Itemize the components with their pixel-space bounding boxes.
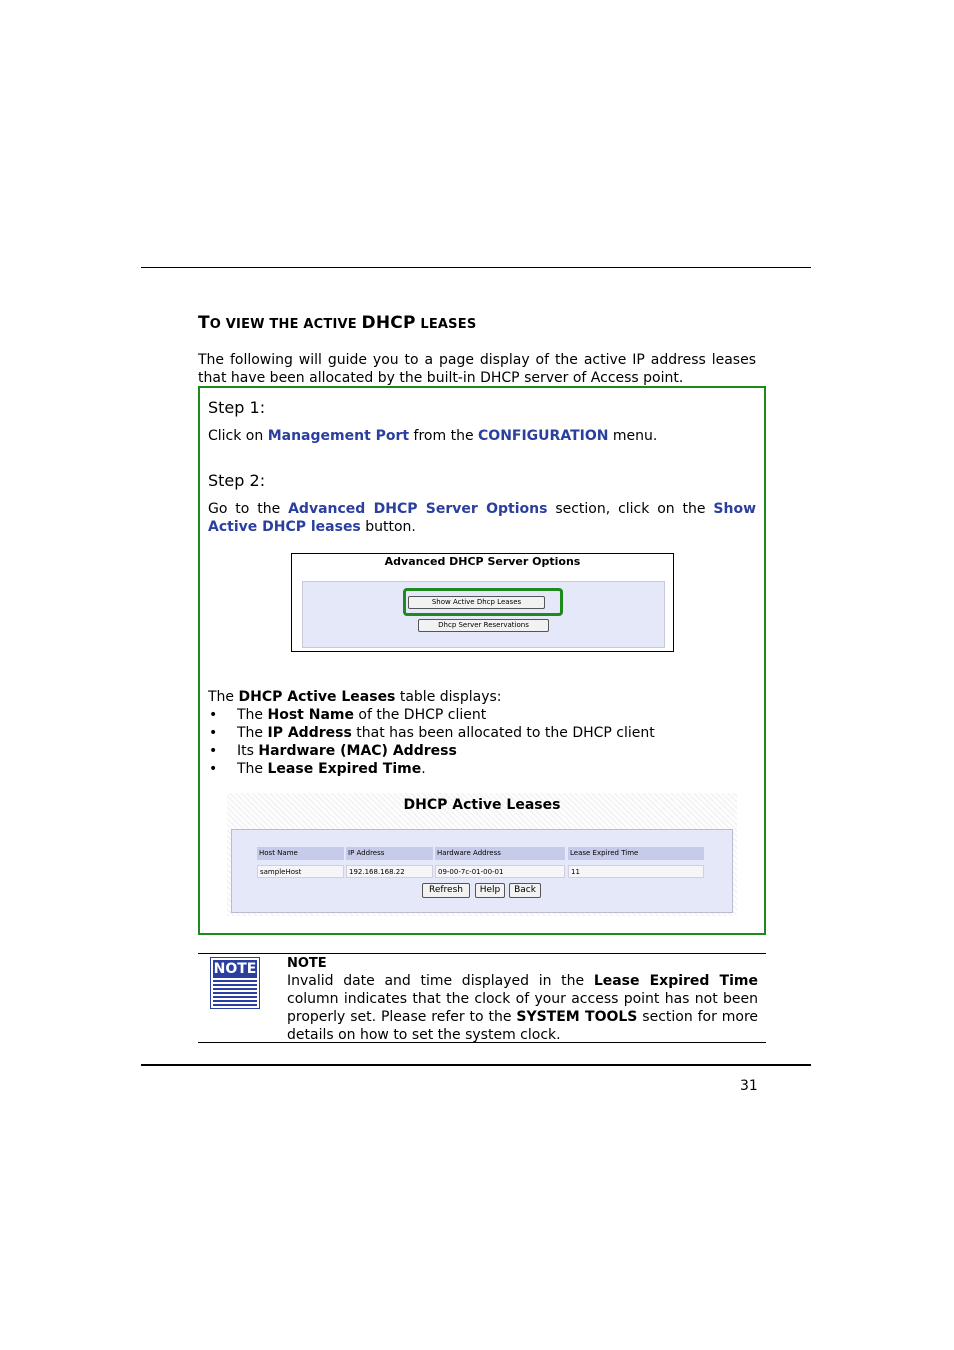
advanced-dhcp-options-body — [302, 581, 665, 648]
note-icon — [210, 957, 260, 1009]
advanced-dhcp-options-title: Advanced DHCP Server Options — [384, 555, 581, 568]
section-title: TO VIEW THE ACTIVE DHCP LEASES — [198, 313, 477, 333]
column-header-ip-address: IP Address — [346, 847, 433, 860]
table-cell-lease-expired-time: 11 — [568, 865, 704, 878]
bullet-icon: • — [209, 743, 218, 759]
list-item: • The Host Name of the DHCP client — [209, 707, 487, 723]
dhcp-active-leases-title: DHCP Active Leases — [403, 797, 561, 813]
note-text: Invalid date and time displayed in the Lease Expired Time column indicates that the clock of your access point has not been properly set. Please refer to the SYSTEM TOOLS section for more details on how to set the system clock. — [287, 973, 758, 1043]
note-box — [198, 953, 766, 1043]
note-icon-label: NOTE — [213, 961, 257, 977]
refresh-button[interactable]: Refresh — [422, 883, 470, 898]
advanced-dhcp-options-link[interactable]: Advanced DHCP Server Options — [288, 501, 548, 517]
note-heading: NOTE — [287, 956, 327, 971]
configuration-link[interactable]: CONFIGURATION — [478, 428, 609, 444]
dhcp-active-leases-screenshot — [227, 793, 737, 916]
display-field-list — [208, 706, 655, 778]
step1-heading: Step 1: — [208, 398, 266, 417]
header-rule — [141, 267, 811, 268]
column-header-host-name: Host Name — [257, 847, 344, 860]
note-icon-lines — [213, 980, 257, 1006]
list-item: • The Lease Expired Time. — [209, 761, 426, 777]
show-active-dhcp-leases-button[interactable]: Show Active Dhcp Leases — [408, 596, 545, 609]
table-cell-ip-address: 192.168.168.22 — [346, 865, 433, 878]
management-port-link[interactable]: Management Port — [267, 428, 410, 444]
column-header-lease-expired-time: Lease Expired Time — [568, 847, 704, 860]
dhcp-server-reservations-button[interactable]: Dhcp Server Reservations — [418, 619, 549, 632]
bullet-icon: • — [209, 761, 218, 777]
table-cell-hardware-address: 09-00-7c-01-00-01 — [435, 865, 565, 878]
table-cell-host-name: sampleHost — [257, 865, 344, 878]
help-button[interactable]: Help — [475, 883, 505, 898]
bullet-icon: • — [209, 707, 218, 723]
list-item: • Its Hardware (MAC) Address — [209, 743, 457, 759]
step1-text: Click on Management Port from the CONFIGURATION menu. — [208, 428, 658, 444]
steps-box — [198, 386, 766, 935]
step2-text: Go to the Advanced DHCP Server Options section, click on the Show Active DHCP leases button. — [208, 501, 757, 535]
page-number: 31 — [740, 1078, 758, 1094]
intro-paragraph: The following will guide you to a page display of the active IP address leases that have been allocated by the built-in DHCP server of Access point. — [198, 352, 756, 386]
show-active-dhcp-leases-link[interactable]: Show Active DHCP leases — [208, 501, 757, 535]
step2-heading: Step 2: — [208, 471, 266, 490]
back-button[interactable]: Back — [509, 883, 541, 898]
dhcp-leases-table — [231, 829, 733, 913]
highlight-ring — [403, 588, 563, 616]
list-item: • The IP Address that has been allocated to the DHCP client — [209, 725, 655, 741]
bullet-icon: • — [209, 725, 218, 741]
advanced-dhcp-options-screenshot — [291, 553, 674, 652]
column-header-hardware-address: Hardware Address — [435, 847, 565, 860]
table-displays-text: The DHCP Active Leases table displays: — [208, 689, 502, 705]
footer-rule — [141, 1064, 811, 1066]
